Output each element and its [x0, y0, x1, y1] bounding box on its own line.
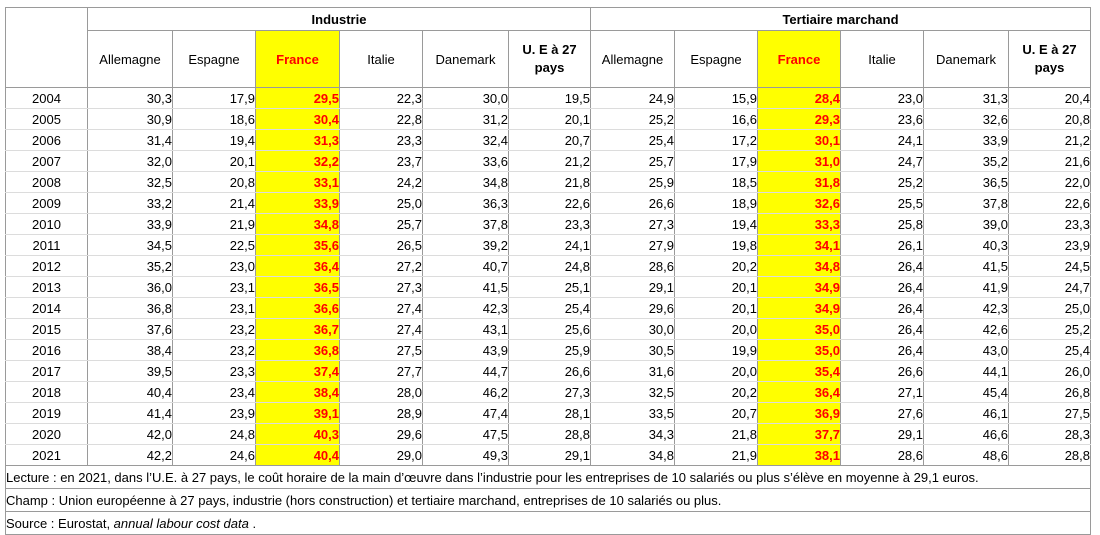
value-cell[interactable]: 25,9 [591, 172, 675, 193]
value-cell[interactable]: 20,2 [675, 256, 758, 277]
value-cell[interactable]: 33,1 [256, 172, 340, 193]
value-cell[interactable]: 31,2 [423, 109, 509, 130]
group-industrie[interactable]: Industrie [88, 8, 591, 31]
value-cell[interactable]: 27,7 [340, 361, 423, 382]
value-cell[interactable]: 23,7 [340, 151, 423, 172]
value-cell[interactable]: 18,5 [675, 172, 758, 193]
value-cell[interactable]: 25,2 [841, 172, 924, 193]
year-cell[interactable]: 2011 [6, 235, 88, 256]
value-cell[interactable]: 27,3 [509, 382, 591, 403]
value-cell[interactable]: 39,5 [88, 361, 173, 382]
year-cell[interactable]: 2015 [6, 319, 88, 340]
value-cell[interactable]: 37,8 [924, 193, 1009, 214]
value-cell[interactable]: 23,9 [173, 403, 256, 424]
value-cell[interactable]: 42,0 [88, 424, 173, 445]
value-cell[interactable]: 46,1 [924, 403, 1009, 424]
value-cell[interactable]: 49,3 [423, 445, 509, 466]
value-cell[interactable]: 24,8 [509, 256, 591, 277]
value-cell[interactable]: 47,5 [423, 424, 509, 445]
value-cell[interactable]: 18,6 [173, 109, 256, 130]
value-cell[interactable]: 35,0 [758, 319, 841, 340]
value-cell[interactable]: 36,6 [256, 298, 340, 319]
value-cell[interactable]: 20,8 [173, 172, 256, 193]
value-cell[interactable]: 36,5 [256, 277, 340, 298]
value-cell[interactable]: 20,2 [675, 382, 758, 403]
value-cell[interactable]: 39,0 [924, 214, 1009, 235]
value-cell[interactable]: 33,2 [88, 193, 173, 214]
value-cell[interactable]: 40,4 [88, 382, 173, 403]
value-cell[interactable]: 20,1 [173, 151, 256, 172]
value-cell[interactable]: 37,8 [423, 214, 509, 235]
value-cell[interactable]: 36,3 [423, 193, 509, 214]
value-cell[interactable]: 24,7 [1009, 277, 1091, 298]
value-cell[interactable]: 28,1 [509, 403, 591, 424]
value-cell[interactable]: 45,4 [924, 382, 1009, 403]
table-row [6, 235, 1091, 256]
value-cell[interactable]: 16,6 [675, 109, 758, 130]
value-cell[interactable]: 25,4 [591, 130, 675, 151]
table-row [6, 214, 1091, 235]
value-cell[interactable]: 23,3 [173, 361, 256, 382]
lecture-row [6, 466, 1091, 489]
source-row [6, 512, 1091, 535]
value-cell[interactable]: 30,3 [88, 88, 173, 109]
value-cell[interactable]: 22,6 [1009, 193, 1091, 214]
value-cell[interactable]: 30,5 [591, 340, 675, 361]
value-cell[interactable]: 33,5 [591, 403, 675, 424]
value-cell[interactable]: 20,0 [675, 319, 758, 340]
value-cell[interactable]: 35,0 [758, 340, 841, 361]
value-cell[interactable]: 21,9 [675, 445, 758, 466]
value-cell[interactable]: 30,4 [256, 109, 340, 130]
labour-cost-table [5, 7, 1091, 535]
value-cell[interactable]: 23,1 [173, 277, 256, 298]
value-cell[interactable]: 24,8 [173, 424, 256, 445]
value-cell[interactable]: 21,6 [1009, 151, 1091, 172]
value-cell[interactable]: 31,8 [758, 172, 841, 193]
value-cell[interactable]: 31,3 [924, 88, 1009, 109]
column-header-danemark[interactable]: Danemark [924, 31, 1009, 88]
value-cell[interactable]: 28,8 [509, 424, 591, 445]
value-cell[interactable]: 27,2 [340, 256, 423, 277]
value-cell[interactable]: 42,3 [924, 298, 1009, 319]
value-cell[interactable]: 25,4 [1009, 340, 1091, 361]
value-cell[interactable]: 29,0 [340, 445, 423, 466]
value-cell[interactable]: 27,3 [340, 277, 423, 298]
value-cell[interactable]: 26,4 [841, 256, 924, 277]
value-cell[interactable]: 23,2 [173, 319, 256, 340]
value-cell[interactable]: 29,5 [256, 88, 340, 109]
value-cell[interactable]: 19,5 [509, 88, 591, 109]
value-cell[interactable]: 38,1 [758, 445, 841, 466]
table-row [6, 109, 1091, 130]
year-cell[interactable]: 2005 [6, 109, 88, 130]
value-cell[interactable]: 36,4 [256, 256, 340, 277]
value-cell[interactable]: 23,0 [173, 256, 256, 277]
table-row [6, 298, 1091, 319]
value-cell[interactable]: 23,6 [841, 109, 924, 130]
column-header-allemagne[interactable]: Allemagne [591, 31, 675, 88]
value-cell[interactable]: 26,4 [841, 340, 924, 361]
value-cell[interactable]: 29,3 [758, 109, 841, 130]
value-cell[interactable]: 21,4 [173, 193, 256, 214]
value-cell[interactable]: 41,4 [88, 403, 173, 424]
value-cell[interactable]: 36,7 [256, 319, 340, 340]
value-cell[interactable]: 20,7 [509, 130, 591, 151]
value-cell[interactable]: 37,6 [88, 319, 173, 340]
value-cell[interactable]: 22,5 [173, 235, 256, 256]
value-cell[interactable]: 23,3 [340, 130, 423, 151]
value-cell[interactable]: 25,5 [841, 193, 924, 214]
value-cell[interactable]: 34,3 [591, 424, 675, 445]
value-cell[interactable]: 25,2 [1009, 319, 1091, 340]
value-cell[interactable]: 42,3 [423, 298, 509, 319]
group-header-row [6, 8, 1091, 31]
value-cell[interactable]: 36,8 [256, 340, 340, 361]
year-cell[interactable]: 2008 [6, 172, 88, 193]
value-cell[interactable]: 21,8 [675, 424, 758, 445]
table-row [6, 361, 1091, 382]
table-row [6, 256, 1091, 277]
value-cell[interactable]: 28,4 [758, 88, 841, 109]
value-cell[interactable]: 19,8 [675, 235, 758, 256]
value-cell[interactable]: 33,3 [758, 214, 841, 235]
value-cell[interactable]: 29,1 [509, 445, 591, 466]
value-cell[interactable]: 24,6 [173, 445, 256, 466]
year-cell[interactable]: 2010 [6, 214, 88, 235]
value-cell[interactable]: 35,2 [88, 256, 173, 277]
value-cell[interactable]: 24,2 [340, 172, 423, 193]
value-cell[interactable]: 25,0 [1009, 298, 1091, 319]
value-cell[interactable]: 28,0 [340, 382, 423, 403]
year-cell[interactable]: 2009 [6, 193, 88, 214]
value-cell[interactable]: 15,9 [675, 88, 758, 109]
value-cell[interactable]: 37,7 [758, 424, 841, 445]
value-cell[interactable]: 23,4 [173, 382, 256, 403]
column-header-espagne[interactable]: Espagne [173, 31, 256, 88]
value-cell[interactable]: 44,1 [924, 361, 1009, 382]
value-cell[interactable]: 34,8 [591, 445, 675, 466]
table-row [6, 424, 1091, 445]
column-header-allemagne[interactable]: Allemagne [88, 31, 173, 88]
table-row [6, 403, 1091, 424]
value-cell[interactable]: 36,4 [758, 382, 841, 403]
value-cell[interactable]: 46,2 [423, 382, 509, 403]
value-cell[interactable]: 26,5 [340, 235, 423, 256]
value-cell[interactable]: 42,2 [88, 445, 173, 466]
value-cell[interactable]: 36,0 [88, 277, 173, 298]
value-cell[interactable]: 28,3 [1009, 424, 1091, 445]
value-cell[interactable]: 25,4 [509, 298, 591, 319]
value-cell[interactable]: 23,9 [1009, 235, 1091, 256]
value-cell[interactable]: 21,9 [173, 214, 256, 235]
year-cell[interactable]: 2013 [6, 277, 88, 298]
value-cell[interactable]: 28,8 [1009, 445, 1091, 466]
value-cell[interactable]: 48,6 [924, 445, 1009, 466]
source-dataset: annual labour cost data [113, 515, 249, 531]
value-cell[interactable]: 26,8 [1009, 382, 1091, 403]
value-cell[interactable]: 47,4 [423, 403, 509, 424]
value-cell[interactable]: 35,2 [924, 151, 1009, 172]
value-cell[interactable]: 18,9 [675, 193, 758, 214]
value-cell[interactable]: 17,2 [675, 130, 758, 151]
value-cell[interactable]: 41,5 [423, 277, 509, 298]
value-cell[interactable]: 19,4 [675, 214, 758, 235]
column-header-france[interactable]: France [256, 31, 340, 88]
champ-note[interactable]: Champ : Union européenne à 27 pays, industrie (hors construction) et tertiaire marchand, entreprises de 10 salariés ou plus. [6, 489, 1091, 512]
table-row [6, 445, 1091, 466]
source-note[interactable] [6, 512, 1091, 535]
value-cell[interactable]: 27,5 [340, 340, 423, 361]
value-cell[interactable]: 25,6 [509, 319, 591, 340]
table-row [6, 319, 1091, 340]
value-cell[interactable]: 25,2 [591, 109, 675, 130]
column-header-u-e-27-pays[interactable]: U. E à 27 pays [1009, 31, 1091, 88]
value-cell[interactable]: 43,0 [924, 340, 1009, 361]
value-cell[interactable]: 35,6 [256, 235, 340, 256]
year-cell[interactable]: 2018 [6, 382, 88, 403]
value-cell[interactable]: 28,9 [340, 403, 423, 424]
value-cell[interactable]: 26,1 [841, 235, 924, 256]
value-cell[interactable]: 24,1 [509, 235, 591, 256]
value-cell[interactable]: 37,4 [256, 361, 340, 382]
value-cell[interactable]: 32,6 [758, 193, 841, 214]
value-cell[interactable]: 44,7 [423, 361, 509, 382]
value-cell[interactable]: 31,0 [758, 151, 841, 172]
value-cell[interactable]: 31,3 [256, 130, 340, 151]
year-cell[interactable]: 2016 [6, 340, 88, 361]
value-cell[interactable]: 27,9 [591, 235, 675, 256]
value-cell[interactable]: 29,1 [841, 424, 924, 445]
value-cell[interactable]: 23,0 [841, 88, 924, 109]
value-cell[interactable]: 40,3 [256, 424, 340, 445]
value-cell[interactable]: 34,5 [88, 235, 173, 256]
group-tertiaire[interactable]: Tertiaire marchand [591, 8, 1091, 31]
value-cell[interactable]: 25,8 [841, 214, 924, 235]
value-cell[interactable]: 29,6 [340, 424, 423, 445]
column-header-france[interactable]: France [758, 31, 841, 88]
source-suffix: . [248, 515, 257, 531]
value-cell[interactable]: 34,9 [758, 298, 841, 319]
value-cell[interactable]: 26,4 [841, 298, 924, 319]
lecture-note[interactable]: Lecture : en 2021, dans l’U.E. à 27 pays, le coût horaire de la main d’œuvre dans l’industrie pour les entreprises de 10 salariés ou plus s’élève en moyenne à 29,1 euros. [6, 466, 1091, 489]
value-cell[interactable]: 30,9 [88, 109, 173, 130]
value-cell[interactable]: 26,4 [841, 277, 924, 298]
value-cell[interactable]: 21,2 [509, 151, 591, 172]
value-cell[interactable]: 31,4 [88, 130, 173, 151]
value-cell[interactable]: 25,0 [340, 193, 423, 214]
value-cell[interactable]: 27,4 [340, 319, 423, 340]
value-cell[interactable]: 32,4 [423, 130, 509, 151]
value-cell[interactable]: 19,9 [675, 340, 758, 361]
value-cell[interactable]: 34,8 [758, 256, 841, 277]
value-cell[interactable]: 34,9 [758, 277, 841, 298]
value-cell[interactable]: 30,0 [591, 319, 675, 340]
value-cell[interactable]: 38,4 [88, 340, 173, 361]
value-cell[interactable]: 20,7 [675, 403, 758, 424]
year-cell[interactable]: 2004 [6, 88, 88, 109]
value-cell[interactable]: 43,9 [423, 340, 509, 361]
column-header-italie[interactable]: Italie [841, 31, 924, 88]
value-cell[interactable]: 39,1 [256, 403, 340, 424]
column-header-danemark[interactable]: Danemark [423, 31, 509, 88]
value-cell[interactable]: 20,0 [675, 361, 758, 382]
value-cell[interactable]: 20,1 [675, 277, 758, 298]
value-cell[interactable]: 30,0 [423, 88, 509, 109]
value-cell[interactable]: 25,7 [591, 151, 675, 172]
table-row [6, 277, 1091, 298]
value-cell[interactable]: 32,2 [256, 151, 340, 172]
value-cell[interactable]: 27,6 [841, 403, 924, 424]
value-cell[interactable]: 24,5 [1009, 256, 1091, 277]
value-cell[interactable]: 20,1 [675, 298, 758, 319]
value-cell[interactable]: 32,0 [88, 151, 173, 172]
value-cell[interactable]: 29,6 [591, 298, 675, 319]
column-header-u-e-27-pays[interactable]: U. E à 27 pays [509, 31, 591, 88]
value-cell[interactable]: 32,5 [591, 382, 675, 403]
value-cell[interactable]: 33,9 [924, 130, 1009, 151]
column-header-espagne[interactable]: Espagne [675, 31, 758, 88]
value-cell[interactable]: 36,9 [758, 403, 841, 424]
value-cell[interactable]: 25,9 [509, 340, 591, 361]
table-row [6, 340, 1091, 361]
value-cell[interactable]: 21,2 [1009, 130, 1091, 151]
value-cell[interactable]: 29,1 [591, 277, 675, 298]
value-cell[interactable]: 36,8 [88, 298, 173, 319]
value-cell[interactable]: 25,1 [509, 277, 591, 298]
value-cell[interactable]: 43,1 [423, 319, 509, 340]
value-cell[interactable]: 22,6 [509, 193, 591, 214]
value-cell[interactable]: 26,6 [591, 193, 675, 214]
table-row [6, 151, 1091, 172]
value-cell[interactable]: 20,4 [1009, 88, 1091, 109]
value-cell[interactable]: 33,6 [423, 151, 509, 172]
value-cell[interactable]: 46,6 [924, 424, 1009, 445]
column-header-row [6, 31, 1091, 88]
year-cell[interactable]: 2017 [6, 361, 88, 382]
value-cell[interactable]: 23,2 [173, 340, 256, 361]
value-cell[interactable]: 17,9 [173, 88, 256, 109]
value-cell[interactable]: 17,9 [675, 151, 758, 172]
value-cell[interactable]: 20,1 [509, 109, 591, 130]
table-row [6, 193, 1091, 214]
value-cell[interactable]: 38,4 [256, 382, 340, 403]
value-cell[interactable]: 34,1 [758, 235, 841, 256]
value-cell[interactable]: 22,3 [340, 88, 423, 109]
year-cell[interactable]: 2021 [6, 445, 88, 466]
source-prefix: Source : Eurostat, [6, 515, 114, 531]
value-cell[interactable]: 27,5 [1009, 403, 1091, 424]
value-cell[interactable]: 24,7 [841, 151, 924, 172]
value-cell[interactable]: 24,1 [841, 130, 924, 151]
value-cell[interactable]: 41,9 [924, 277, 1009, 298]
value-cell[interactable]: 34,8 [256, 214, 340, 235]
value-cell[interactable]: 40,3 [924, 235, 1009, 256]
value-cell[interactable]: 40,7 [423, 256, 509, 277]
table-row [6, 172, 1091, 193]
value-cell[interactable]: 28,6 [591, 256, 675, 277]
value-cell[interactable]: 26,6 [509, 361, 591, 382]
value-cell[interactable]: 40,4 [256, 445, 340, 466]
value-cell[interactable]: 20,8 [1009, 109, 1091, 130]
value-cell[interactable]: 36,5 [924, 172, 1009, 193]
value-cell[interactable]: 26,0 [1009, 361, 1091, 382]
value-cell[interactable]: 32,5 [88, 172, 173, 193]
column-header-italie[interactable]: Italie [340, 31, 423, 88]
value-cell[interactable]: 31,6 [591, 361, 675, 382]
value-cell[interactable]: 27,1 [841, 382, 924, 403]
value-cell[interactable]: 28,6 [841, 445, 924, 466]
year-cell[interactable]: 2020 [6, 424, 88, 445]
value-cell[interactable]: 34,8 [423, 172, 509, 193]
corner-cell[interactable] [6, 8, 88, 88]
year-cell[interactable]: 2007 [6, 151, 88, 172]
year-cell[interactable]: 2012 [6, 256, 88, 277]
table-row [6, 382, 1091, 403]
value-cell[interactable]: 24,9 [591, 88, 675, 109]
value-cell[interactable]: 23,3 [509, 214, 591, 235]
value-cell[interactable]: 21,8 [509, 172, 591, 193]
value-cell[interactable]: 27,3 [591, 214, 675, 235]
value-cell[interactable]: 26,4 [841, 319, 924, 340]
value-cell[interactable]: 27,4 [340, 298, 423, 319]
value-cell[interactable]: 23,3 [1009, 214, 1091, 235]
value-cell[interactable]: 32,6 [924, 109, 1009, 130]
value-cell[interactable]: 39,2 [423, 235, 509, 256]
value-cell[interactable]: 33,9 [88, 214, 173, 235]
value-cell[interactable]: 22,0 [1009, 172, 1091, 193]
value-cell[interactable]: 35,4 [758, 361, 841, 382]
value-cell[interactable]: 23,1 [173, 298, 256, 319]
table-row [6, 88, 1091, 109]
table-row [6, 130, 1091, 151]
value-cell[interactable]: 22,8 [340, 109, 423, 130]
year-cell[interactable]: 2006 [6, 130, 88, 151]
champ-row [6, 489, 1091, 512]
value-cell[interactable]: 19,4 [173, 130, 256, 151]
year-cell[interactable]: 2014 [6, 298, 88, 319]
value-cell[interactable]: 42,6 [924, 319, 1009, 340]
value-cell[interactable]: 26,6 [841, 361, 924, 382]
value-cell[interactable]: 41,5 [924, 256, 1009, 277]
value-cell[interactable]: 30,1 [758, 130, 841, 151]
value-cell[interactable]: 33,9 [256, 193, 340, 214]
year-cell[interactable]: 2019 [6, 403, 88, 424]
value-cell[interactable]: 25,7 [340, 214, 423, 235]
